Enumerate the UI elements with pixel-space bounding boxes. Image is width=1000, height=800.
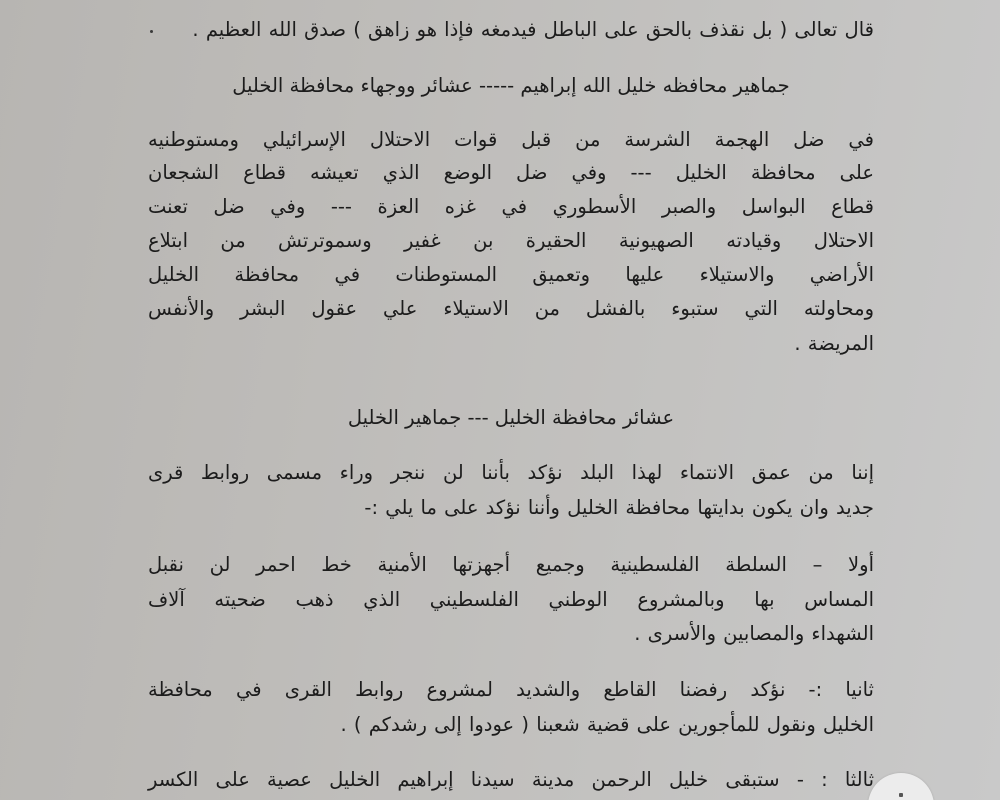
document-page bbox=[148, 0, 874, 800]
circle-home-button[interactable] bbox=[868, 773, 934, 800]
point-1-line: الشهداء والمصابين والأسرى . bbox=[634, 622, 874, 645]
heading-1: جماهير محافظه خليل الله إبراهيم ----- عشائر ووجهاء محافظة الخليل bbox=[232, 74, 790, 97]
paragraph-1-line: الاحتلال وقيادته الصهيونية الحقيرة بن غفير وسموترتش من ابتلاع bbox=[148, 229, 874, 252]
paragraph-1-line: على محافظة الخليل --- وفي ضل الوضع الذي تعيشه قطاع الشجعان bbox=[148, 161, 874, 184]
paragraph-2-line: جديد وان يكون بدايتها محافظة الخليل وأننا نؤكد على ما يلي :- bbox=[364, 496, 874, 519]
point-1-line: المساس بها وبالمشروع الوطني الفلسطيني الذي ذهب ضحيته آلاف bbox=[148, 588, 874, 611]
paragraph-1-line: ومحاولته التي ستبوء بالفشل من الاستيلاء علي عقول البشر والأنفس bbox=[148, 297, 874, 320]
home-dot-icon bbox=[899, 793, 903, 797]
paragraph-1-line: في ضل الهجمة الشرسة من قبل قوات الاحتلال الإسرائيلي ومستوطنيه bbox=[148, 128, 874, 151]
point-3-line: ثالثا : - ستبقى خليل الرحمن مدينة سيدنا إبراهيم الخليل عصية على الكسر bbox=[148, 768, 874, 791]
verse-line: قال تعالى ( بل نقذف بالحق على الباطل فيدمغه فإذا هو زاهق ) صدق الله العظيم . bbox=[192, 18, 874, 41]
paper-speck bbox=[150, 30, 153, 33]
point-2-line: ثانيا :- نؤكد رفضنا القاطع والشديد لمشروع روابط القرى في محافظة bbox=[148, 678, 874, 701]
paragraph-1-line: قطاع البواسل والصبر الأسطوري في غزه العزة --- وفي ضل تعنت bbox=[148, 195, 874, 218]
paragraph-1-line: المريضة . bbox=[794, 332, 874, 355]
heading-2: عشائر محافظة الخليل --- جماهير الخليل bbox=[347, 406, 675, 429]
point-2-line: الخليل ونقول للمأجورين على قضية شعبنا ( عودوا إلى رشدكم ) . bbox=[340, 713, 874, 736]
paragraph-2-line: إننا من عمق الانتماء لهذا البلد نؤكد بأننا لن ننجر وراء مسمى روابط قرى bbox=[148, 461, 874, 484]
point-1-line: أولا – السلطة الفلسطينية وجميع أجهزتها الأمنية خط احمر لن نقبل bbox=[148, 553, 874, 576]
paragraph-1-line: الأراضي والاستيلاء عليها وتعميق المستوطنات في محافظة الخليل bbox=[148, 263, 874, 286]
